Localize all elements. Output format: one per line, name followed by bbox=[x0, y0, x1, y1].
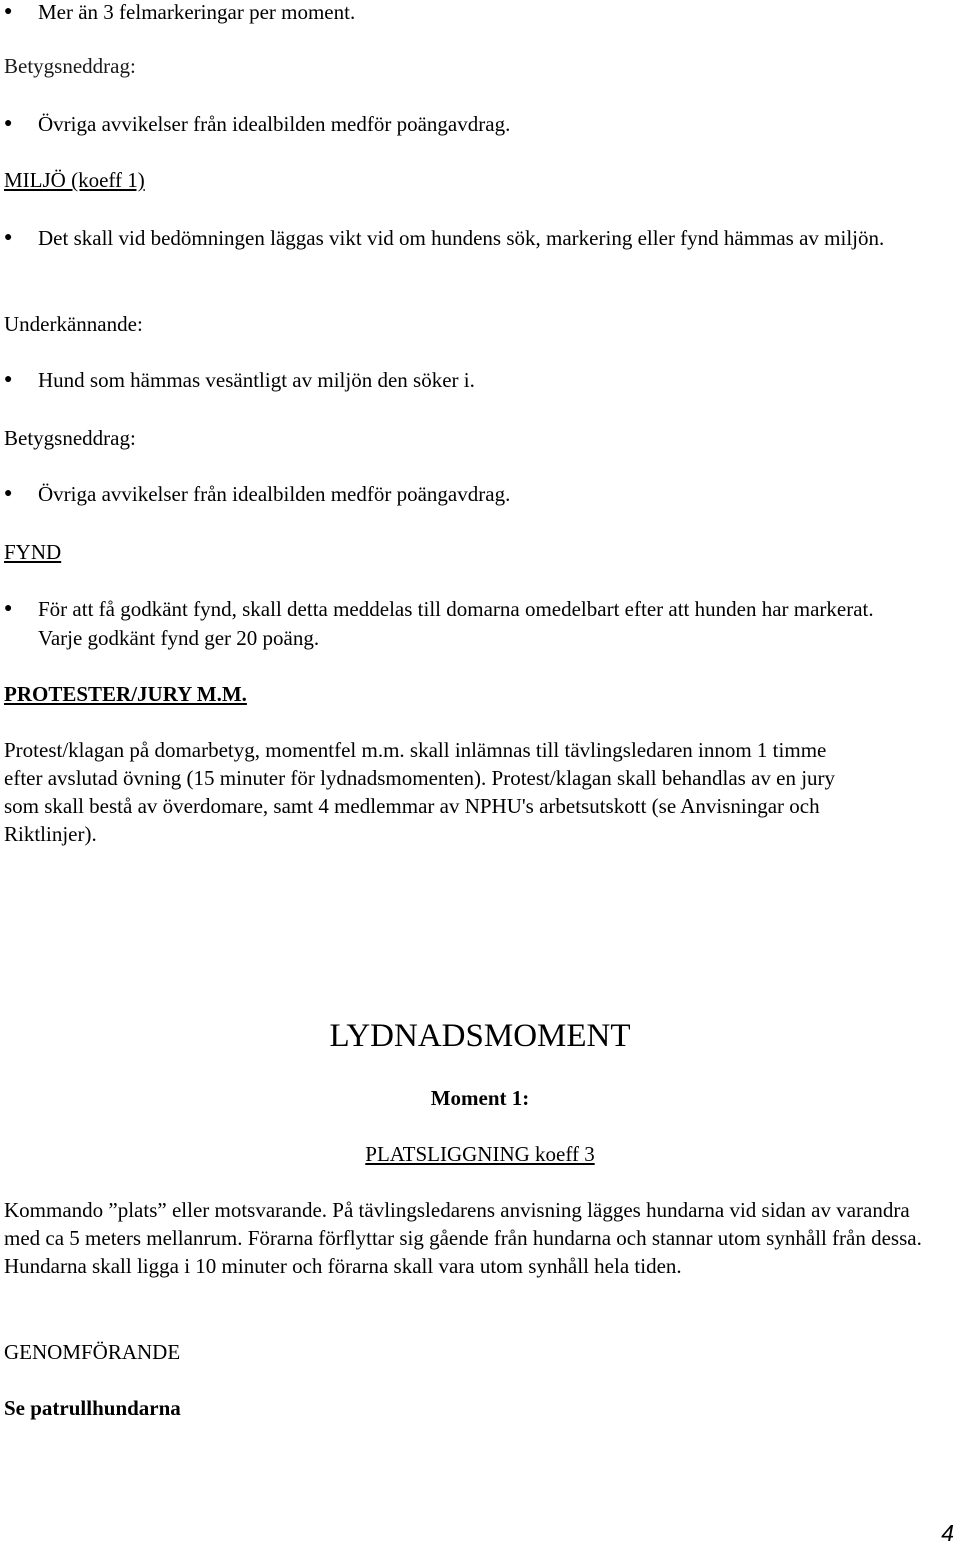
bullet-text: För att få godkänt fynd, skall detta meddelas till domarna omedelbart efter att hunden har markerat. Varje godkänt fynd ger 20 poäng. bbox=[38, 597, 874, 650]
moment-heading: Moment 1: bbox=[430, 1086, 530, 1110]
page-number: 4 bbox=[941, 1520, 954, 1546]
bullet-icon: ● bbox=[4, 601, 13, 616]
heading-miljo: MILJÖ (koeff 1) bbox=[4, 168, 145, 192]
heading-underkannande: Underkännande: bbox=[4, 312, 143, 336]
heading-se-patrullhundarna: Se patrullhundarna bbox=[4, 1396, 181, 1420]
heading-betygsneddrag: Betygsneddrag: bbox=[4, 54, 136, 78]
bullet-icon: ● bbox=[4, 116, 13, 131]
bullet-text: Det skall vid bedömningen läggas vikt vid om hundens sök, markering eller fynd hämmas av miljön. bbox=[38, 226, 885, 250]
paragraph-protest: Protest/klagan på domarbetyg, momentfel m.m. skall inlämnas till tävlingsledaren innom 1 timme efter avslutad övning (15 minuter för lydnadsmomenten). Protest/klagan skall behandlas av en jury som skall bestå av överdomare, samt 4 medlemmar av NPHU's arbetsutskott (se Anvisningar och Riktlinjer). bbox=[4, 738, 836, 846]
list-item bbox=[0, 595, 930, 655]
heading-fynd: FYND bbox=[4, 540, 62, 564]
paragraph-platsliggning: Kommando ”plats” eller motsvarande. På tävlingsledarens anvisning lägges hundarna vid sidan av varandra med ca 5 meters mellanrum. Förarna förflyttar sig gående från hundarna och stannar utom synhåll från dessa. Hundarna skall ligga i 10 minuter och förarna skall vara utom synhåll hela tiden. bbox=[4, 1198, 922, 1278]
bullet-icon: ● bbox=[4, 372, 13, 387]
bullet-text: Övriga avvikelser från idealbilden medför poängavdrag. bbox=[38, 112, 511, 136]
heading-protester: PROTESTER/JURY M.M. bbox=[4, 682, 247, 706]
moment-subtitle: PLATSLIGGNING koeff 3 bbox=[365, 1142, 595, 1166]
bullet-icon: ● bbox=[4, 486, 13, 501]
bullet-text: Övriga avvikelser från idealbilden medför poängavdrag. bbox=[38, 482, 511, 506]
heading-betygsneddrag-2: Betygsneddrag: bbox=[4, 426, 136, 450]
bullet-icon: ● bbox=[4, 230, 13, 245]
bullet-text: Hund som hämmas vesäntligt av miljön den söker i. bbox=[38, 368, 475, 392]
list-item bbox=[0, 224, 930, 284]
heading-genomforande: GENOMFÖRANDE bbox=[4, 1340, 181, 1364]
section-title: LYDNADSMOMENT bbox=[329, 1018, 631, 1054]
bullet-icon: ● bbox=[4, 4, 13, 19]
bullet-text: Mer än 3 felmarkeringar per moment. bbox=[38, 0, 356, 24]
